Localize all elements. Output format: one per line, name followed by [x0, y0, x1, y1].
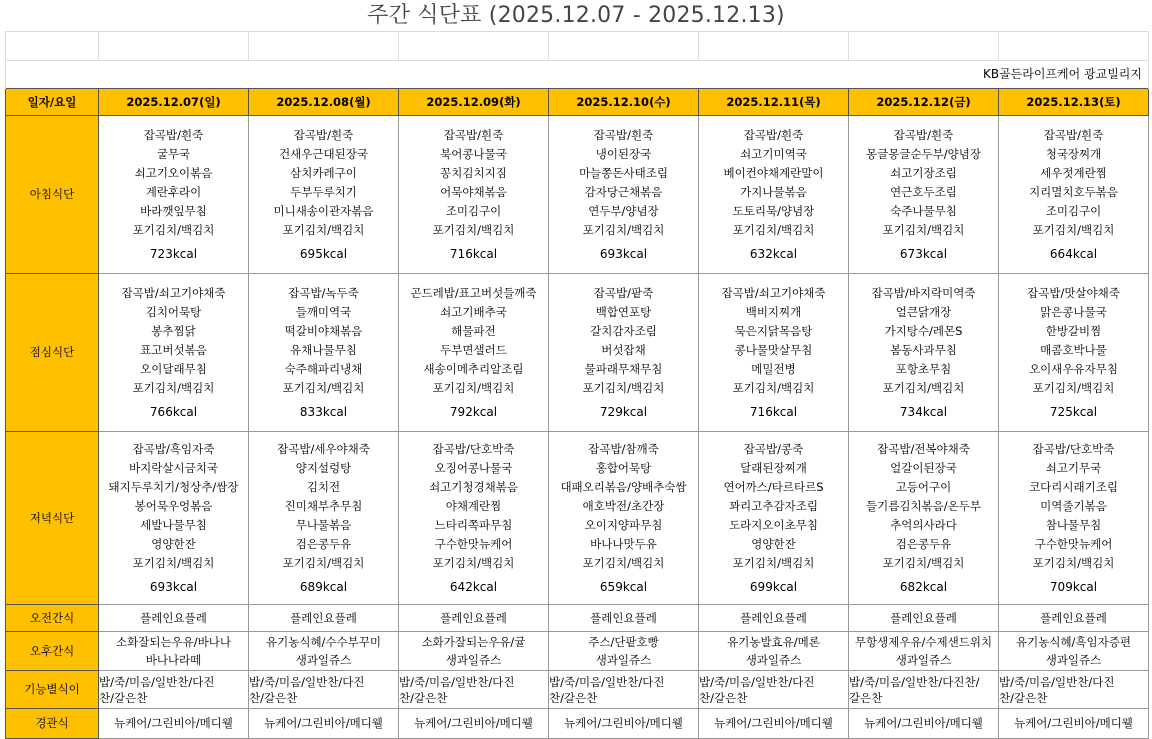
menu-item: 메밀전병	[751, 361, 796, 376]
menu-item: 얼큰닭개장	[895, 304, 952, 319]
dinner-cell	[549, 432, 699, 605]
am-snack-row	[6, 605, 1149, 632]
menu-item: 포기김치/백김치	[132, 555, 215, 570]
menu-item: 코다리시래기조림	[1029, 479, 1118, 494]
menu-item: 잡곡밥/콩죽	[743, 441, 804, 456]
diet-line: 찬/갈은찬	[549, 690, 598, 705]
menu-item: 구수한맛뉴케어	[1034, 536, 1113, 551]
menu-item: 북어콩나물국	[440, 146, 507, 161]
row-label-dinner: 저녁식단	[6, 432, 99, 605]
functional-diet-row	[6, 671, 1149, 709]
snack-line: 생과일쥬스	[595, 653, 652, 667]
day-header: 2025.12.07(일)	[99, 89, 249, 116]
header-label: 일자/요일	[6, 89, 99, 116]
menu-item: 오이새우유자무침	[1029, 361, 1118, 376]
menu-item: 버섯잡채	[601, 342, 646, 357]
snack-line: 소화잘되는우유/바나나	[116, 635, 231, 649]
menu-item: 잡곡밥/녹두죽	[288, 285, 359, 300]
day-header: 2025.12.08(월)	[249, 89, 399, 116]
calorie-value: 716kcal	[749, 404, 798, 419]
calorie-value: 699kcal	[749, 579, 798, 594]
menu-item: 느타리쪽파무침	[434, 517, 513, 532]
org-row	[6, 61, 1149, 89]
calorie-value: 792kcal	[449, 404, 498, 419]
menu-item: 진미채부추무침	[284, 498, 363, 513]
menu-item: 백합연포탕	[595, 304, 652, 319]
menu-item: 바나나맛두유	[590, 536, 657, 551]
calorie-value: 659kcal	[599, 579, 648, 594]
menu-item: 지리멸치호두볶음	[1029, 184, 1118, 199]
diet-line: 밥/죽/미음/일반찬/다진	[249, 674, 365, 689]
breakfast-cell	[399, 116, 549, 274]
calorie-value: 673kcal	[899, 246, 948, 261]
breakfast-cell	[249, 116, 399, 274]
dinner-cell	[999, 432, 1149, 605]
menu-item: 잡곡밥/쇠고기야채죽	[721, 285, 826, 300]
menu-item: 포기김치/백김치	[882, 222, 965, 237]
menu-item: 봉어묵우엉볶음	[134, 498, 213, 513]
row-label-tube: 경관식	[6, 709, 99, 739]
tube-feeding-cell: 뉴케어/그린비아/메디웰	[249, 709, 399, 739]
menu-item: 잡곡밥/흰죽	[593, 127, 654, 142]
diet-line: 찬/갈은찬	[249, 690, 298, 705]
menu-item: 포기김치/백김치	[582, 555, 665, 570]
header-row	[6, 89, 1149, 116]
calorie-value: 734kcal	[899, 404, 948, 419]
snack-line: 생과일쥬스	[445, 653, 502, 667]
menu-item: 잡곡밥/흰죽	[143, 127, 204, 142]
menu-item: 검은콩두유	[895, 536, 952, 551]
menu-item: 굴무국	[156, 146, 191, 161]
blank-row	[6, 32, 1149, 61]
lunch-cell	[999, 274, 1149, 432]
menu-item: 떡갈비야채볶음	[284, 323, 363, 338]
tube-feeding-row	[6, 709, 1149, 739]
menu-item: 영양한잔	[751, 536, 796, 551]
breakfast-row	[6, 116, 1149, 274]
diet-line: 밥/죽/미음/일반찬/다진	[99, 674, 215, 689]
menu-item: 가지나물볶음	[740, 184, 807, 199]
menu-item: 포기김치/백김치	[1032, 555, 1115, 570]
menu-item: 대패오리볶음/양배추숙쌈	[560, 479, 687, 494]
breakfast-cell	[99, 116, 249, 274]
pm-snack-cell	[699, 632, 849, 671]
menu-item: 바지락살시금치국	[129, 460, 218, 475]
calorie-value: 723kcal	[149, 246, 198, 261]
calorie-value: 664kcal	[1049, 246, 1098, 261]
row-label-breakfast: 아침식단	[6, 116, 99, 274]
menu-item: 새송이메추리알조림	[423, 361, 524, 376]
functional-diet-cell	[549, 671, 699, 709]
menu-item: 냉이된장국	[595, 146, 652, 161]
menu-item: 구수한맛뉴케어	[434, 536, 513, 551]
calorie-value: 833kcal	[299, 404, 348, 419]
menu-item: 잡곡밥/바지락미역죽	[871, 285, 976, 300]
menu-item: 갈치감자조림	[590, 323, 657, 338]
menu-item: 포기김치/백김치	[732, 555, 815, 570]
pm-snack-cell	[999, 632, 1149, 671]
menu-item: 김치어묵탕	[145, 304, 202, 319]
snack-line: 생과일쥬스	[295, 653, 352, 667]
tube-feeding-cell: 뉴케어/그린비아/메디웰	[99, 709, 249, 739]
diet-line: 밥/죽/미음/일반찬/다진	[399, 674, 515, 689]
functional-diet-cell	[999, 671, 1149, 709]
menu-item: 숙주나물무침	[890, 203, 957, 218]
menu-item: 잡곡밥/전복야채죽	[877, 441, 970, 456]
breakfast-cell	[849, 116, 999, 274]
menu-item: 얼갈이된장국	[890, 460, 957, 475]
lunch-cell	[399, 274, 549, 432]
lunch-row	[6, 274, 1149, 432]
diet-line: 밥/죽/미음/일반찬/다진	[699, 674, 815, 689]
menu-item: 매콤호박나물	[1040, 342, 1107, 357]
menu-item: 청국장찌개	[1045, 146, 1102, 161]
calorie-value: 632kcal	[749, 246, 798, 261]
tube-feeding-cell: 뉴케어/그린비아/메디웰	[399, 709, 549, 739]
lunch-cell	[699, 274, 849, 432]
pm-snack-cell	[849, 632, 999, 671]
menu-item: 포기김치/백김치	[1032, 222, 1115, 237]
snack-line: 주스/단팥호빵	[588, 635, 659, 649]
menu-item: 건새우근대된장국	[279, 146, 368, 161]
menu-item: 두부면샐러드	[440, 342, 507, 357]
menu-item: 감자당근채볶음	[584, 184, 663, 199]
snack-line: 무항생제우유/수제샌드위치	[854, 635, 993, 649]
menu-item: 잡곡밥/흰죽	[893, 127, 954, 142]
menu-item: 잡곡밥/세우야채죽	[277, 441, 370, 456]
menu-item: 물파래무채무침	[584, 361, 663, 376]
menu-item: 야채계란찜	[445, 498, 502, 513]
menu-item: 포기김치/백김치	[1032, 380, 1115, 395]
am-snack-cell: 플레인요플레	[249, 605, 399, 632]
menu-item: 김치전	[306, 479, 341, 494]
menu-item: 잡곡밥/쇠고기야채죽	[121, 285, 226, 300]
row-label-functional: 기능별식이	[6, 671, 99, 709]
menu-item: 잡곡밥/흰죽	[743, 127, 804, 142]
menu-item: 마늘쫑돈사태조림	[579, 165, 668, 180]
menu-item: 포기김치/백김치	[582, 222, 665, 237]
diet-line: 밥/죽/미음/일반찬/다진찬/	[849, 674, 980, 689]
menu-item: 포기김치/백김치	[282, 222, 365, 237]
menu-item: 양지설렁탕	[295, 460, 352, 475]
menu-item: 잡곡밥/흰죽	[1043, 127, 1104, 142]
menu-item: 포기김치/백김치	[732, 222, 815, 237]
menu-item: 어묵야채볶음	[440, 184, 507, 199]
calorie-value: 693kcal	[149, 579, 198, 594]
diet-line: 밥/죽/미음/일반찬/다진	[549, 674, 665, 689]
menu-item: 포기김치/백김치	[882, 555, 965, 570]
menu-item: 쇠고기청경채볶음	[429, 479, 518, 494]
dinner-cell	[249, 432, 399, 605]
menu-item: 삼치카레구이	[290, 165, 357, 180]
pm-snack-cell	[249, 632, 399, 671]
day-header: 2025.12.09(화)	[399, 89, 549, 116]
snack-line: 유기농식혜/흑임자증편	[1016, 635, 1131, 649]
pm-snack-cell	[99, 632, 249, 671]
menu-item: 두부두루치기	[290, 184, 357, 199]
menu-item: 잡곡밥/맛살야채죽	[1027, 285, 1120, 300]
menu-item: 포기김치/백김치	[132, 222, 215, 237]
menu-item: 미역줄기볶음	[1040, 498, 1107, 513]
menu-item: 잡곡밥/단호박죽	[1032, 441, 1115, 456]
weekly-menu-table	[5, 31, 1149, 739]
dinner-row	[6, 432, 1149, 605]
lunch-cell	[249, 274, 399, 432]
menu-item: 잡곡밥/흰죽	[443, 127, 504, 142]
menu-item: 연두부/양념장	[588, 203, 659, 218]
menu-item: 연근호두조림	[890, 184, 957, 199]
menu-item: 도라지오이초무침	[729, 517, 818, 532]
breakfast-cell	[549, 116, 699, 274]
menu-item: 달래된장찌개	[740, 460, 807, 475]
calorie-value: 695kcal	[299, 246, 348, 261]
breakfast-cell	[699, 116, 849, 274]
menu-item: 쇠고기배추국	[440, 304, 507, 319]
pm-snack-cell	[549, 632, 699, 671]
tube-feeding-cell: 뉴케어/그린비아/메디웰	[699, 709, 849, 739]
menu-item: 고등어구이	[895, 479, 952, 494]
snack-line: 생과일쥬스	[895, 653, 952, 667]
diet-line: 밥/죽/미음/일반찬/다진	[999, 674, 1115, 689]
calorie-value: 682kcal	[899, 579, 948, 594]
menu-item: 꽁치김치지짐	[440, 165, 507, 180]
facility-name: KB골든라이프케어 광교빌리지	[6, 61, 1149, 89]
calorie-value: 725kcal	[1049, 404, 1098, 419]
menu-item: 오징어콩나물국	[434, 460, 513, 475]
diet-line: 갈은찬	[849, 690, 883, 705]
menu-item: 꽈리고추감자조림	[729, 498, 818, 513]
functional-diet-cell	[699, 671, 849, 709]
menu-item: 바라깻잎무침	[140, 203, 207, 218]
menu-item: 봄동사과무침	[890, 342, 957, 357]
menu-item: 애호박전/초간장	[582, 498, 665, 513]
day-header: 2025.12.13(토)	[999, 89, 1149, 116]
menu-item: 콩나물맛살무침	[734, 342, 813, 357]
menu-item: 검은콩두유	[295, 536, 352, 551]
menu-item: 포기김치/백김치	[282, 380, 365, 395]
diet-line: 찬/갈은찬	[999, 690, 1048, 705]
dinner-cell	[99, 432, 249, 605]
menu-item: 포기김치/백김치	[732, 380, 815, 395]
menu-item: 쇠고기장조림	[890, 165, 957, 180]
menu-item: 쇠고기미역국	[740, 146, 807, 161]
diet-line: 찬/갈은찬	[699, 690, 748, 705]
menu-item: 숙주해파리냉채	[284, 361, 363, 376]
page-title: 주간 식단표 (2025.12.07 - 2025.12.13)	[367, 3, 785, 28]
menu-item: 오이지양파무침	[584, 517, 663, 532]
menu-item: 계란후라이	[145, 184, 202, 199]
menu-item: 한방갈비찜	[1045, 323, 1102, 338]
menu-item: 잡곡밥/단호박죽	[432, 441, 515, 456]
snack-line: 바나나라떼	[145, 653, 202, 667]
menu-item: 쇠고기무국	[1045, 460, 1102, 475]
menu-item: 해물파전	[451, 323, 496, 338]
day-header: 2025.12.12(금)	[849, 89, 999, 116]
menu-item: 잡곡밥/참깨죽	[588, 441, 659, 456]
menu-item: 들기름김치볶음/온두부	[866, 498, 981, 513]
functional-diet-cell	[399, 671, 549, 709]
snack-line: 생과일쥬스	[745, 653, 802, 667]
menu-item: 포항초무침	[895, 361, 952, 376]
am-snack-cell: 플레인요플레	[849, 605, 999, 632]
row-label-am-snack: 오전간식	[6, 605, 99, 632]
menu-item: 포기김치/백김치	[432, 380, 515, 395]
menu-item: 포기김치/백김치	[282, 555, 365, 570]
dinner-cell	[699, 432, 849, 605]
calorie-value: 766kcal	[149, 404, 198, 419]
menu-item: 조미김구이	[1045, 203, 1102, 218]
diet-line: 찬/갈은찬	[399, 690, 448, 705]
row-label-pm-snack: 오후간식	[6, 632, 99, 671]
menu-item: 무나물볶음	[295, 517, 352, 532]
lunch-cell	[549, 274, 699, 432]
calorie-value: 729kcal	[599, 404, 648, 419]
menu-item: 세발나물무침	[140, 517, 207, 532]
calorie-value: 689kcal	[299, 579, 348, 594]
menu-item: 홍합어묵탕	[595, 460, 652, 475]
menu-item: 추억의사라다	[890, 517, 957, 532]
snack-line: 유기농식혜/수수부꾸미	[266, 635, 381, 649]
menu-item: 들깨미역국	[295, 304, 352, 319]
tube-feeding-cell: 뉴케어/그린비아/메디웰	[849, 709, 999, 739]
snack-line: 유기농발효유/메론	[727, 635, 820, 649]
menu-item: 잡곡밥/팥죽	[593, 285, 654, 300]
snack-line: 소화가잘되는우유/귤	[421, 635, 526, 649]
tube-feeding-cell: 뉴케어/그린비아/메디웰	[549, 709, 699, 739]
am-snack-cell: 플레인요플레	[999, 605, 1149, 632]
menu-item: 포기김치/백김치	[582, 380, 665, 395]
menu-item: 포기김치/백김치	[882, 380, 965, 395]
menu-item: 포기김치/백김치	[432, 555, 515, 570]
menu-item: 유채나물무침	[290, 342, 357, 357]
breakfast-cell	[999, 116, 1149, 274]
am-snack-cell: 플레인요플레	[99, 605, 249, 632]
calorie-value: 709kcal	[1049, 579, 1098, 594]
menu-item: 조미김구이	[445, 203, 502, 218]
functional-diet-cell	[249, 671, 399, 709]
menu-item: 백비지찌개	[745, 304, 802, 319]
menu-item: 표고버섯볶음	[140, 342, 207, 357]
functional-diet-cell	[849, 671, 999, 709]
menu-item: 참나물무침	[1045, 517, 1102, 532]
menu-item: 연어까스/타르타르S	[723, 479, 824, 494]
menu-item: 포기김치/백김치	[432, 222, 515, 237]
pm-snack-row	[6, 632, 1149, 671]
tube-feeding-cell: 뉴케어/그린비아/메디웰	[999, 709, 1149, 739]
menu-item: 미니새송이관자볶음	[273, 203, 374, 218]
menu-item: 세우젓계란찜	[1040, 165, 1107, 180]
menu-item: 오이달래무침	[140, 361, 207, 376]
pm-snack-cell	[399, 632, 549, 671]
menu-item: 돼지두루치기/청상추/쌈장	[108, 479, 239, 494]
menu-item: 도토리묵/양념장	[732, 203, 815, 218]
am-snack-cell: 플레인요플레	[399, 605, 549, 632]
calorie-value: 693kcal	[599, 246, 648, 261]
lunch-cell	[99, 274, 249, 432]
day-header: 2025.12.10(수)	[549, 89, 699, 116]
day-header: 2025.12.11(목)	[699, 89, 849, 116]
am-snack-cell: 플레인요플레	[699, 605, 849, 632]
calorie-value: 716kcal	[449, 246, 498, 261]
menu-item: 베이컨야채계란말이	[723, 165, 824, 180]
menu-item: 잡곡밥/흰죽	[293, 127, 354, 142]
lunch-cell	[849, 274, 999, 432]
menu-item: 곤드레밥/표고버섯들깨죽	[410, 285, 537, 300]
diet-line: 찬/갈은찬	[99, 690, 148, 705]
menu-item: 포기김치/백김치	[132, 380, 215, 395]
menu-item: 몽글몽글순두부/양념장	[866, 146, 981, 161]
menu-item: 쇠고기오이볶음	[134, 165, 213, 180]
menu-item: 묵은지닭목음탕	[734, 323, 813, 338]
row-label-lunch: 점심식단	[6, 274, 99, 432]
dinner-cell	[849, 432, 999, 605]
dinner-cell	[399, 432, 549, 605]
menu-item: 봉추찜닭	[151, 323, 196, 338]
menu-item: 영양한잔	[151, 536, 196, 551]
menu-item: 가지탕수/레몬S	[884, 323, 963, 338]
functional-diet-cell	[99, 671, 249, 709]
snack-line: 생과일쥬스	[1045, 653, 1102, 667]
am-snack-cell: 플레인요플레	[549, 605, 699, 632]
menu-item: 잡곡밥/흑임자죽	[132, 441, 215, 456]
calorie-value: 642kcal	[449, 579, 498, 594]
menu-item: 맑은콩나물국	[1040, 304, 1107, 319]
